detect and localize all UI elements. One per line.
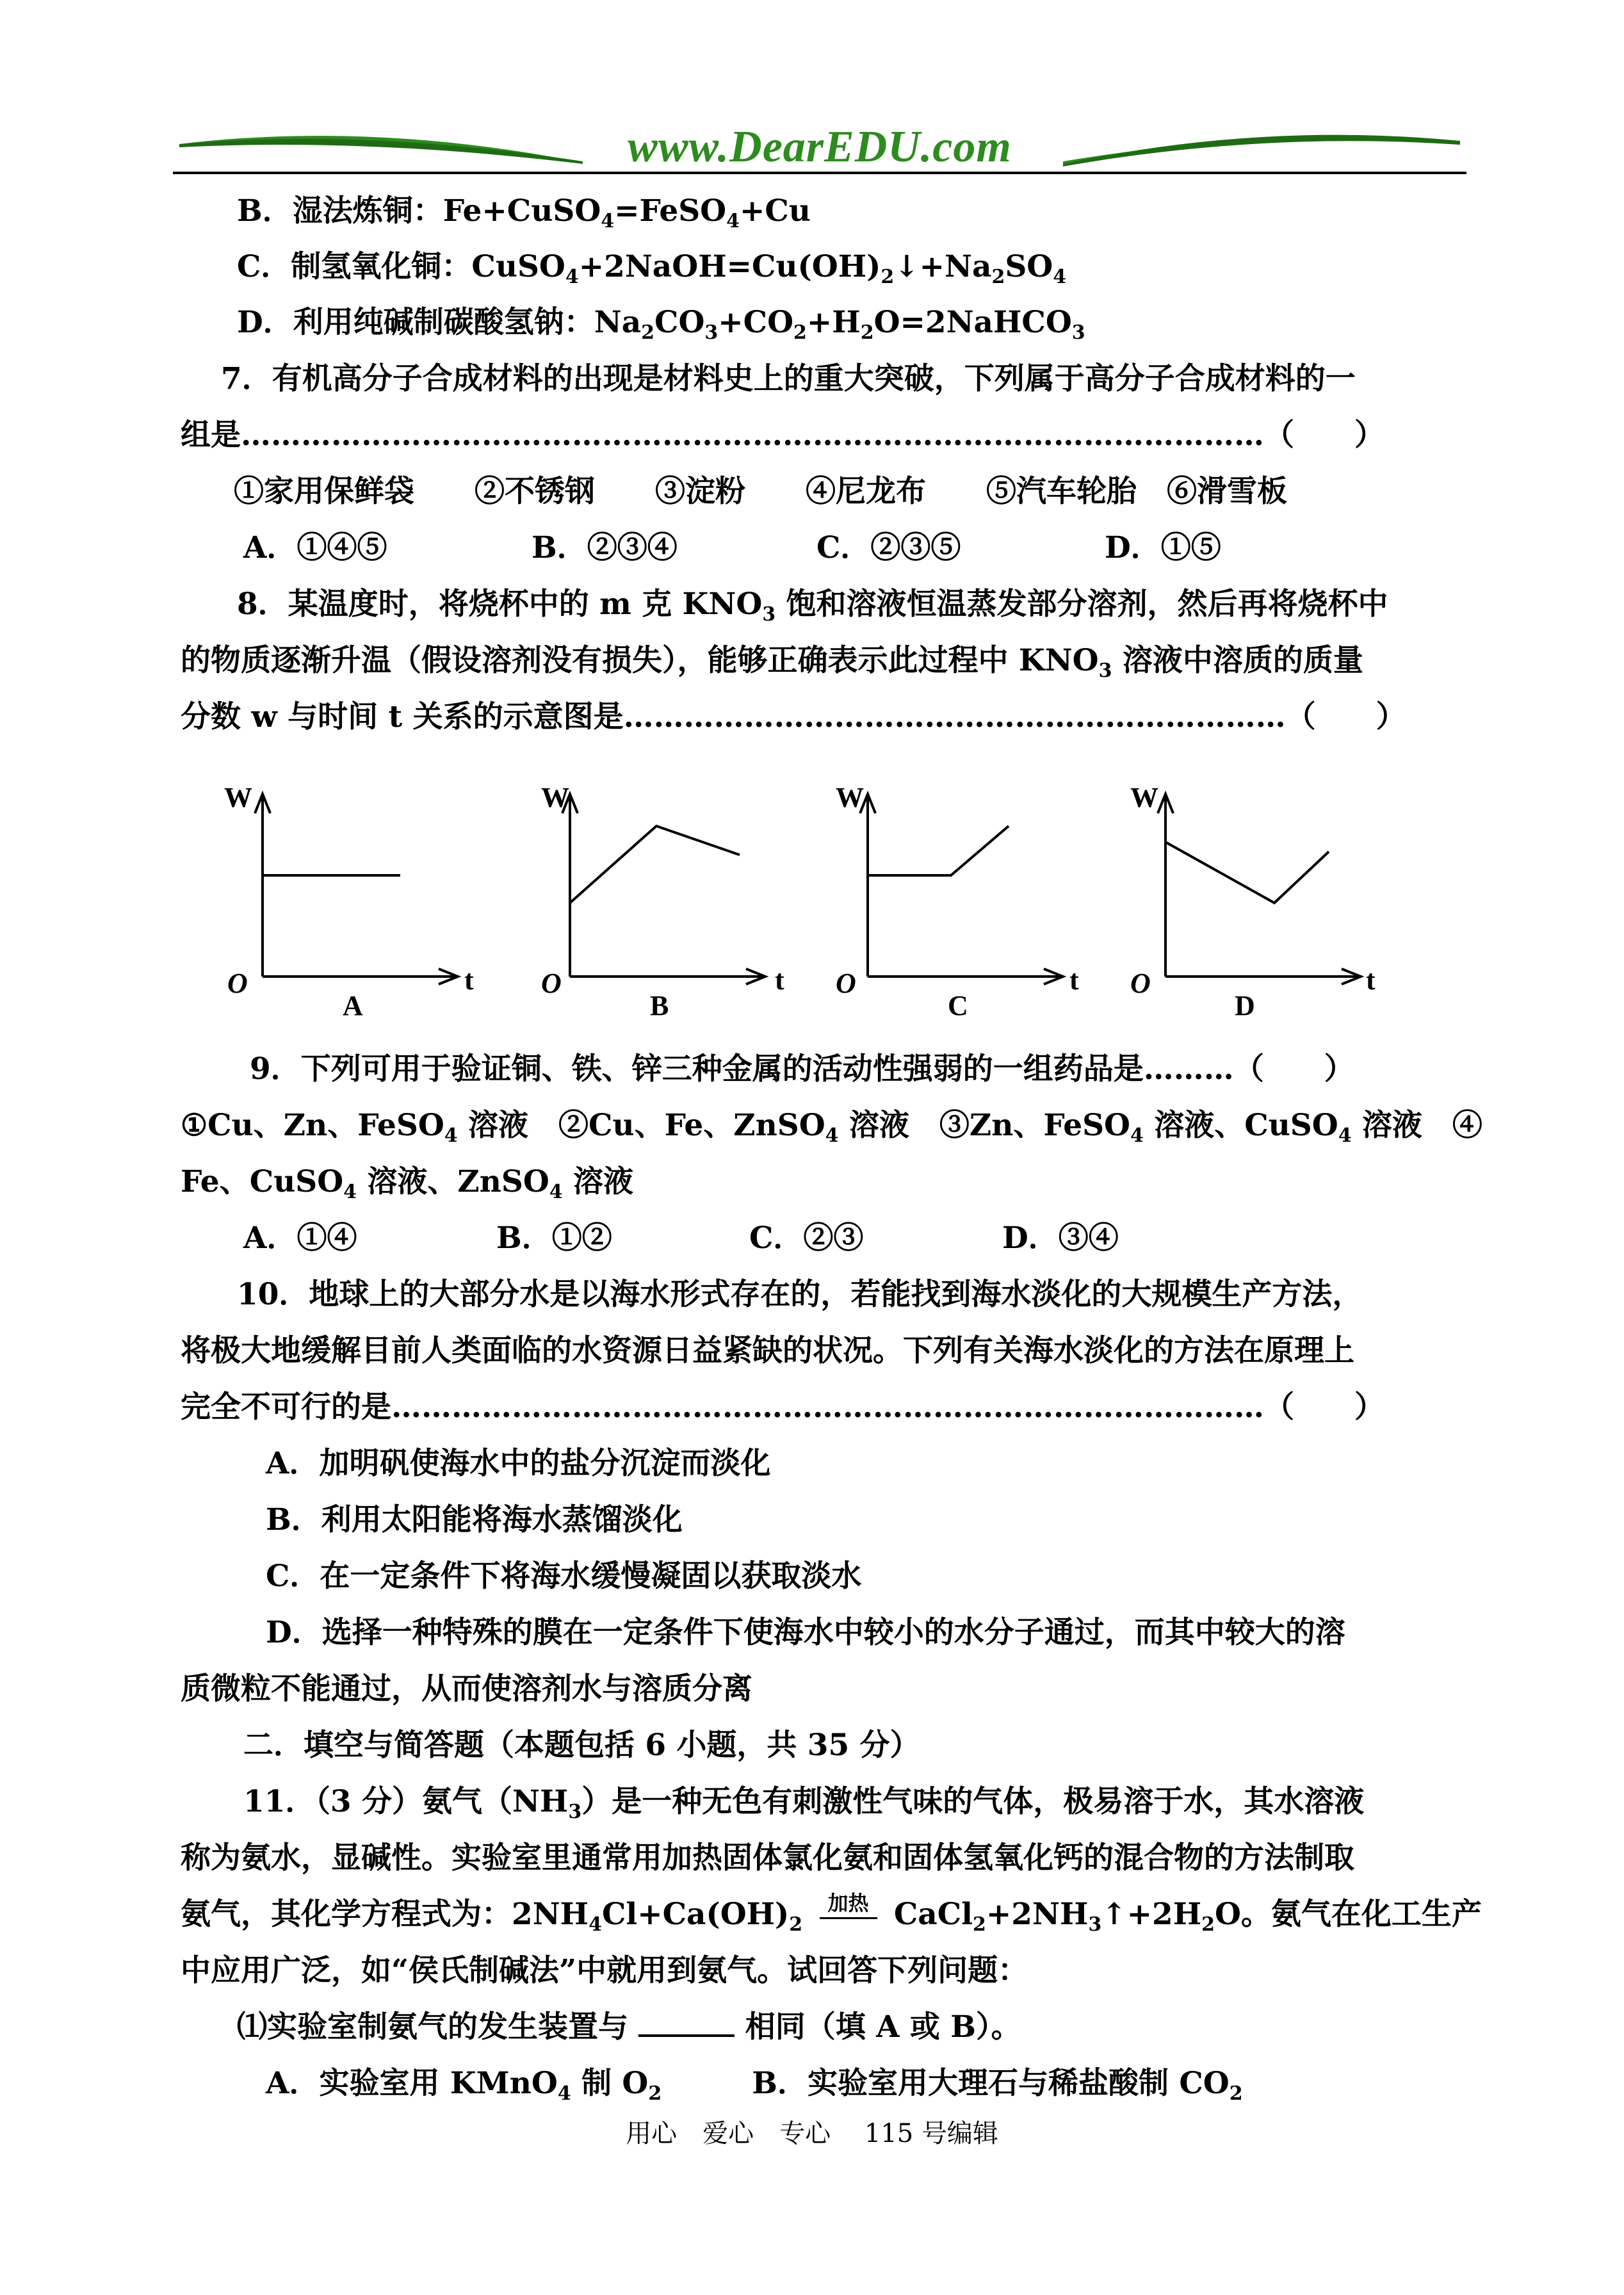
graph-c-ylabel: W (836, 782, 864, 813)
q9-option-c: C．②③ (749, 1220, 864, 1256)
q9-option-a: A．①④ (243, 1220, 357, 1256)
graph-d (1114, 782, 1376, 1028)
graph-a-xlabel: t (464, 964, 474, 996)
q10-stem-2: 将极大地缓解目前人类面临的水资源日益紧缺的状况。下列有关海水淡化的方法在原理上 (181, 1333, 1354, 1368)
q7-items: ①家用保鲜袋 ②不锈钢 ③淀粉 ④尼龙布 ⑤汽车轮胎 ⑥滑雪板 (234, 474, 1287, 509)
q7-stem-2: 组是…………………………………………………………………………………………（ ） (181, 418, 1384, 453)
graph-d-label: D (1235, 990, 1255, 1021)
q7-option-c: C．②③⑤ (816, 530, 961, 565)
q11-stem-3: 氨气，其化学方程式为：$2NH_4Cl+Ca(OH)_2$ $^{加热}$ $CaCl_2+2NH_3↑+2H_2O$。氨气在化工生产 (181, 1891, 1482, 1936)
header-rule (173, 172, 1466, 174)
q7-stem-1: 7．有机高分子合成材料的出现是材料史上的重大突破，下列属于高分子合成材料的一 (221, 361, 1356, 396)
q11-options: A．实验室用 KMnO$_4$ 制 $O_2$ B．实验室用大理石与稀盐酸制 $CO_2$ (266, 2066, 1243, 2105)
q6-option-c: C．制氢氧化铜：$CuSO_4+2NaOH=Cu(OH)_2↓+Na_2SO_4$ (237, 249, 1067, 288)
q11-stem-4: 中应用广泛，如“侯氏制碱法”中就用到氨气。试回答下列问题： (181, 1953, 1028, 1988)
q10-option-b: B．利用太阳能将海水蒸馏淡化 (266, 1502, 683, 1537)
graph-b-origin: O (541, 968, 562, 999)
q8-stem-3: 分数 w 与时间 t 关系的示意图是…………………………………………………………（ ） (181, 699, 1406, 734)
q10-option-a: A．加明矾使海水中的盐分沉淀而淡化 (266, 1446, 771, 1481)
q10-stem-1: 10．地球上的大部分水是以海水形式存在的，若能找到海水淡化的大规模生产方法， (237, 1277, 1363, 1312)
graph-c-label: C (948, 990, 968, 1021)
q10-option-d-2: 质微粒不能通过，从而使溶剂水与溶质分离 (181, 1671, 752, 1707)
page-footer: 用心 爱心 专心 115 号编辑 (626, 2119, 998, 2148)
q6-option-b: B．湿法炼铜：Fe+CuSO$_4$=FeSO$_4$+Cu (237, 193, 811, 232)
q9-option-d: D．③④ (1002, 1220, 1119, 1256)
q8-stem-2: 的物质逐渐升温（假设溶剂没有损失），能够正确表示此过程中 $KNO_3$ 溶液中溶质的质量 (181, 643, 1363, 682)
q10-stem-3: 完全不可行的是……………………………………………………………………………（ ） (181, 1390, 1384, 1425)
q9-option-b: B．①② (496, 1220, 612, 1256)
q11-stem-1: 11．（3 分）氨气$(NH_3)$是一种无色有刺激性气味的气体，极易溶于水，其水溶液 (243, 1784, 1365, 1823)
graph-b-xlabel: t (775, 964, 784, 996)
q8-stem-1: 8．某温度时，将烧杯中的 m 克 $KNO_3$ 饱和溶液恒温蒸发部分溶剂，然后再将烧杯中 (237, 587, 1388, 626)
graph-c-origin: O (836, 968, 856, 999)
graph-a-label: A (343, 990, 363, 1021)
graph-c-xlabel: t (1069, 964, 1079, 996)
q9-items-1: ①Cu、Zn、FeSO$_4$ 溶液 ②Cu、Fe、ZnSO$_4$ 溶液 ③Zn、FeSO$_4$ 溶液、CuSO$_4$ 溶液 ④ (181, 1108, 1482, 1147)
graph-a (218, 784, 474, 1028)
site-logo: www.DearEDU.com (628, 122, 1012, 172)
graph-b-label: B (650, 990, 669, 1021)
q7-option-a: A．①④⑤ (243, 530, 387, 565)
q6-option-d: D．利用纯碱制碳酸氢钠：$Na_2CO_3+CO_2+H_2O=2NaHCO_3$ (237, 305, 1085, 344)
graph-b-ylabel: W (541, 782, 569, 813)
graph-d-origin: O (1130, 968, 1151, 999)
graph-a-origin: O (227, 968, 248, 999)
q11-sub-1: ⑴实验室制氨气的发生装置与 相同（填 A 或 B）。 (237, 2009, 1021, 2045)
graph-d-ylabel: W (1130, 782, 1158, 813)
answer-blank[interactable] (638, 2009, 735, 2037)
graph-c (816, 782, 1079, 1028)
graph-a-ylabel: W (224, 782, 252, 813)
q7-option-d: D．①⑤ (1105, 530, 1221, 565)
q9-stem: 9．下列可用于验证铜、铁、锌三种金属的活动性强弱的一组药品是………（ ） (250, 1051, 1354, 1087)
graph-d-xlabel: t (1366, 964, 1376, 996)
q9-items-2: Fe、CuSO$_4$ 溶液、ZnSO$_4$ 溶液 (181, 1164, 634, 1203)
q10-option-d-1: D．选择一种特殊的膜在一定条件下使海水中较小的水分子通过，而其中较大的溶 (266, 1615, 1345, 1650)
q7-option-b: B．②③④ (532, 530, 678, 565)
section-2-title: 二．填空与简答题（本题包括 6 小题，共 35 分） (243, 1728, 920, 1763)
heat-condition: 加热 (813, 1895, 884, 1936)
header-banner (173, 115, 1466, 186)
graph-b (516, 782, 784, 1028)
q11-stem-2: 称为氨水，显碱性。实验室里通常用加热固体氯化氨和固体氢氧化钙的混合物的方法制取 (181, 1840, 1354, 1876)
q10-option-c: C．在一定条件下将海水缓慢凝固以获取淡水 (266, 1559, 862, 1594)
